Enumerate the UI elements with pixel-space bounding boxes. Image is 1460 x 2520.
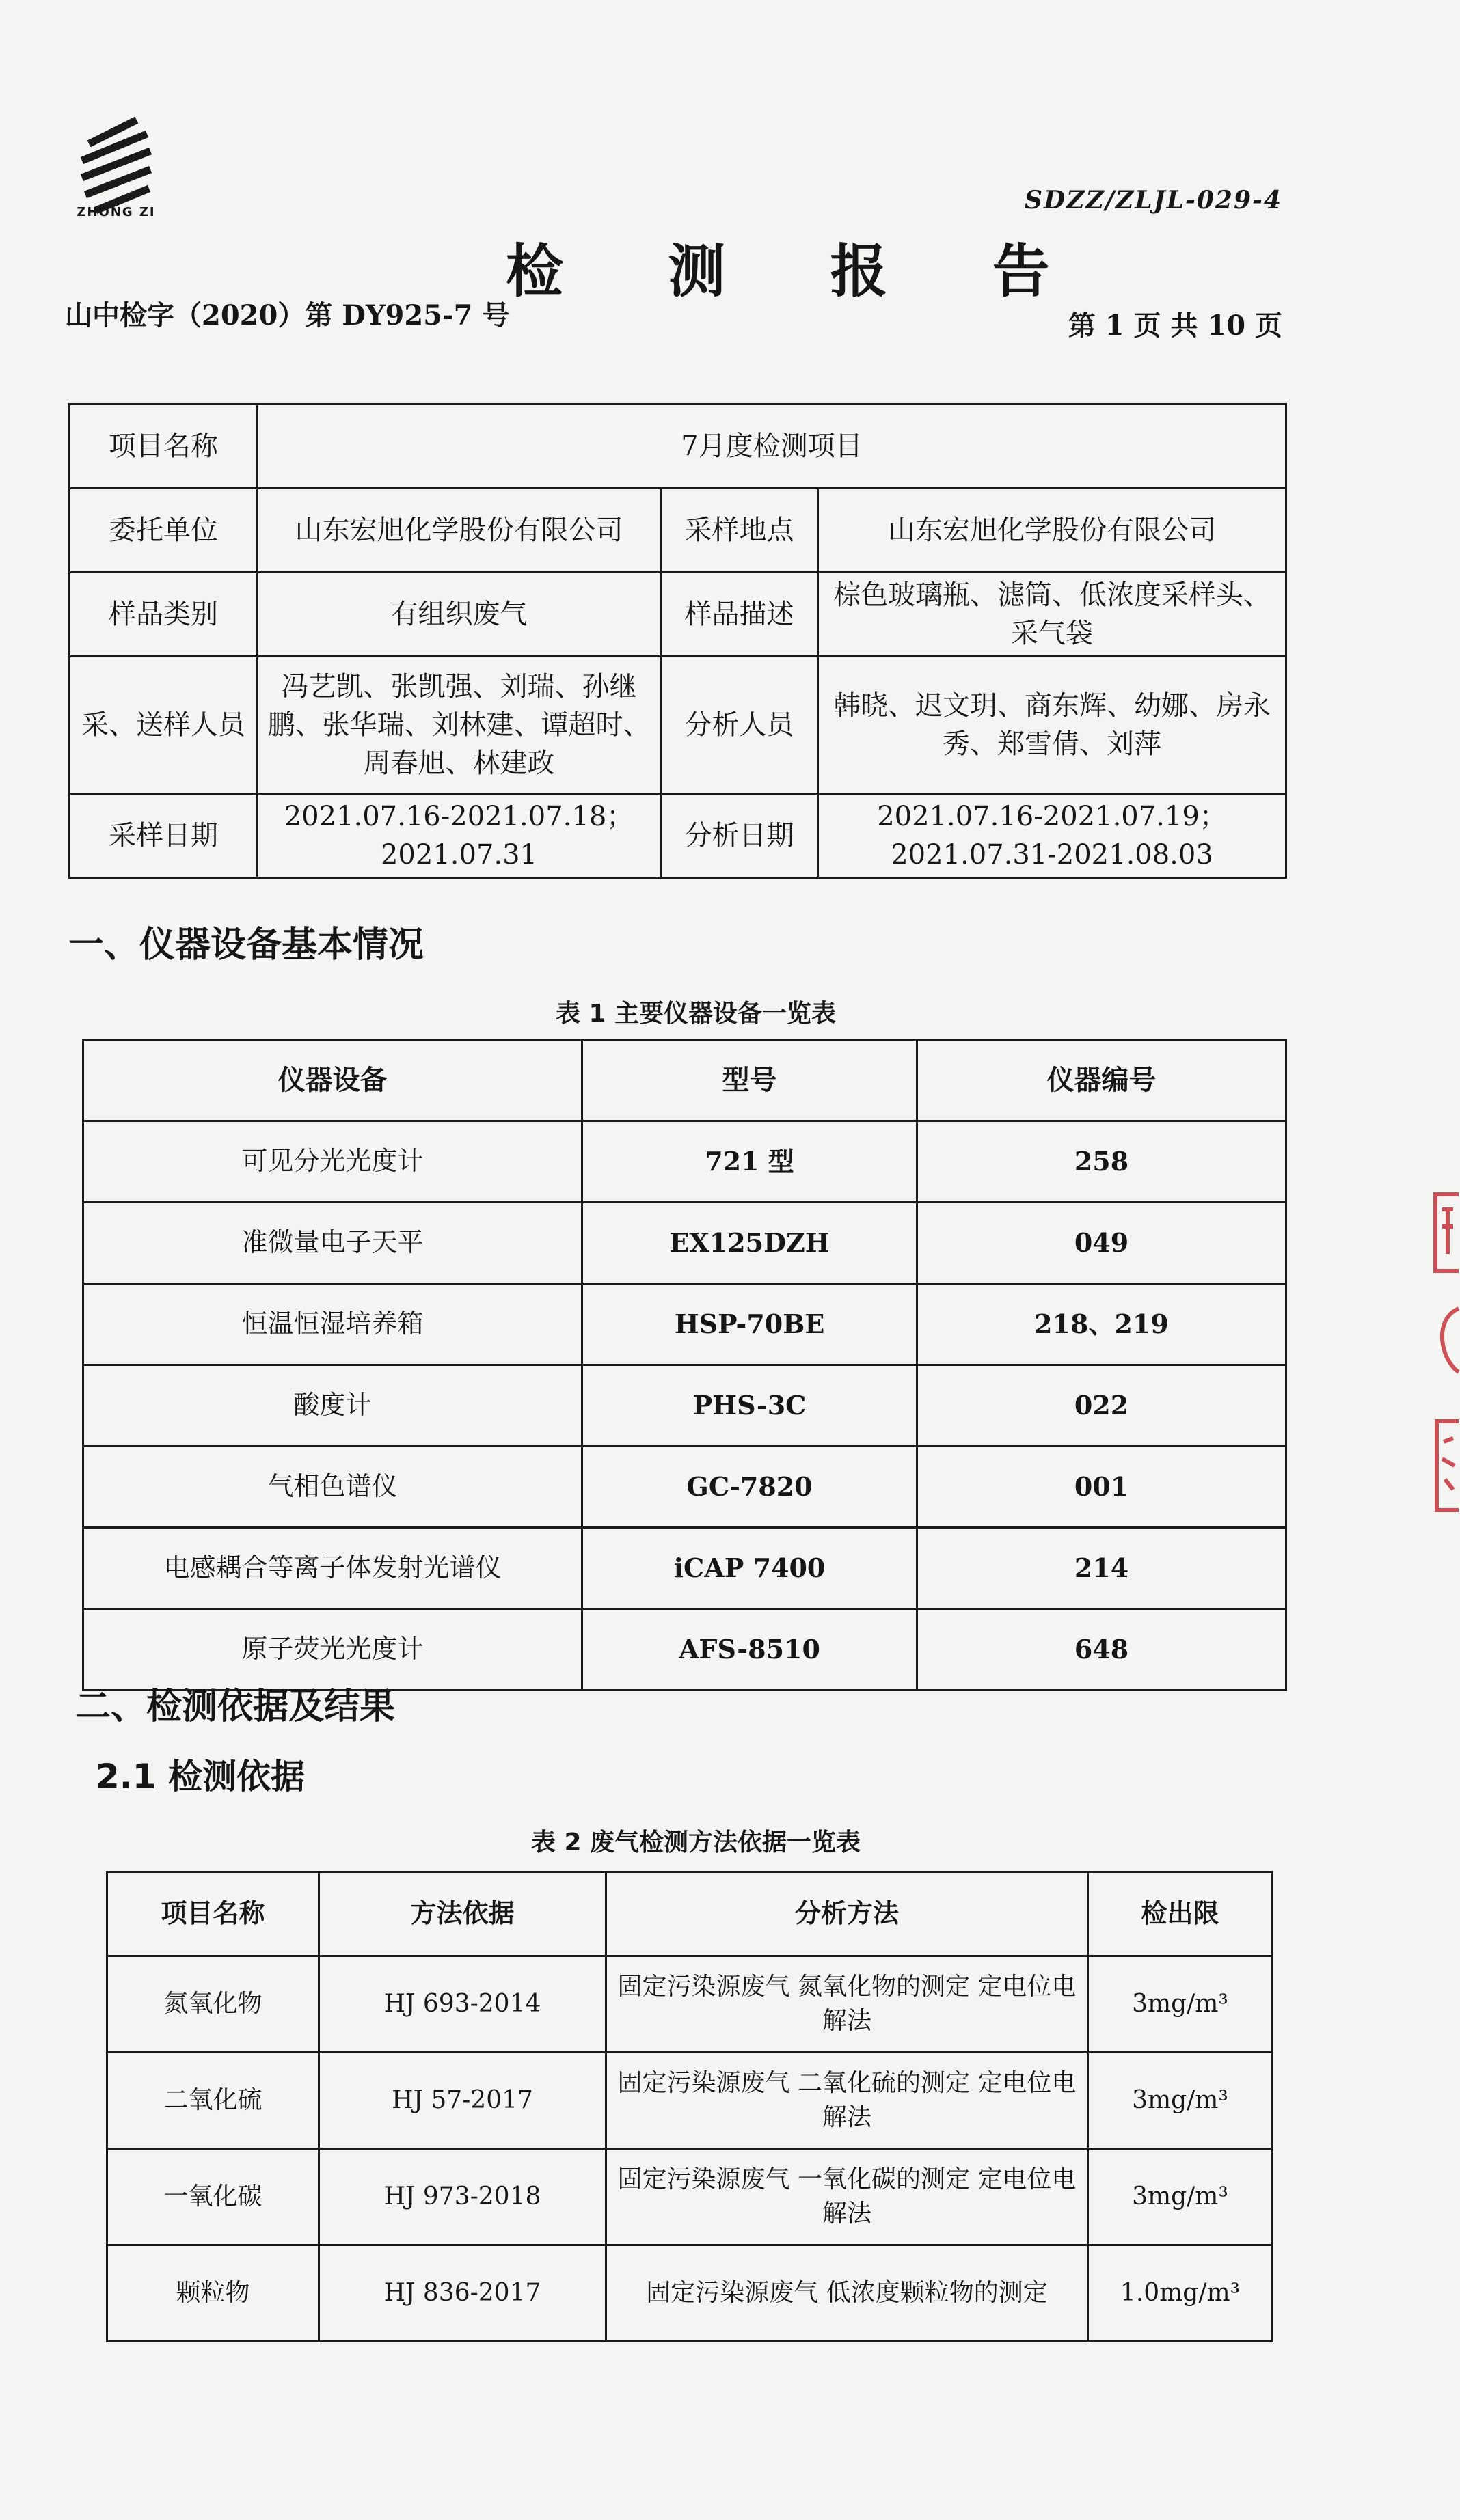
page-title: 检 测 报 告 xyxy=(506,237,1092,305)
equipment-name: 原子荧光光度计 xyxy=(83,1609,582,1690)
item-name: 一氧化碳 xyxy=(107,2149,319,2245)
table-row xyxy=(83,1528,1286,1609)
detection-limit: 3mg/m³ xyxy=(1088,1956,1273,2053)
section-2-1-heading: 2.1 检测依据 xyxy=(96,1757,305,1796)
detection-limit: 3mg/m³ xyxy=(1088,2149,1273,2245)
equipment-id: 049 xyxy=(917,1203,1286,1284)
method-basis: HJ 57-2017 xyxy=(319,2053,606,2149)
report-info-table xyxy=(68,403,1287,879)
sampling-date-label: 采样日期 xyxy=(70,794,258,878)
red-seal-stamp-icon xyxy=(1429,1189,1460,1517)
analysts-value: 韩晓、迟文玥、商东辉、幼娜、房永秀、郑雪倩、刘萍 xyxy=(818,657,1286,794)
project-name-label: 项目名称 xyxy=(70,405,258,489)
method-table xyxy=(106,1871,1273,2342)
analysis-date-value: 2021.07.16-2021.07.19；2021.07.31-2021.08.03 xyxy=(818,794,1286,878)
equipment-name: 气相色谱仪 xyxy=(83,1447,582,1528)
sample-type-label: 样品类别 xyxy=(70,573,258,657)
equipment-header-name: 仪器设备 xyxy=(83,1040,582,1121)
page-number: 第 1 页 共 10 页 xyxy=(1068,310,1282,342)
method-header-method: 分析方法 xyxy=(606,1872,1088,1956)
equipment-id: 022 xyxy=(917,1365,1286,1447)
method-basis: HJ 836-2017 xyxy=(319,2245,606,2342)
samplers-value: 冯艺凯、张凯强、刘瑞、孙继鹏、张华瑞、刘林建、谭超时、周春旭、林建政 xyxy=(258,657,661,794)
sample-desc-label: 样品描述 xyxy=(661,573,818,657)
equipment-model: HSP-70BE xyxy=(582,1284,917,1365)
table-row xyxy=(83,1284,1286,1365)
company-logo-icon xyxy=(65,115,167,217)
sampling-site-label: 采样地点 xyxy=(661,489,818,573)
sampling-site-value: 山东宏旭化学股份有限公司 xyxy=(818,489,1286,573)
table-row xyxy=(83,1203,1286,1284)
table-2-caption: 表 2 废气检测方法依据一览表 xyxy=(530,1829,861,1857)
equipment-name: 电感耦合等离子体发射光谱仪 xyxy=(83,1528,582,1609)
table-1-caption: 表 1 主要仪器设备一览表 xyxy=(555,1000,837,1028)
detection-limit: 1.0mg/m³ xyxy=(1088,2245,1273,2342)
equipment-name: 准微量电子天平 xyxy=(83,1203,582,1284)
section-2-heading: 二、检测依据及结果 xyxy=(75,1686,396,1727)
document-code: SDZZ/ZLJL-029-4 xyxy=(1025,186,1282,215)
detection-limit: 3mg/m³ xyxy=(1088,2053,1273,2149)
report-number: 山中检字（2020）第 DY925-7 号 xyxy=(65,299,510,331)
analysis-method: 固定污染源废气 二氧化硫的测定 定电位电解法 xyxy=(606,2053,1088,2149)
equipment-name: 可见分光光度计 xyxy=(83,1121,582,1203)
sampling-date-value: 2021.07.16-2021.07.18；2021.07.31 xyxy=(258,794,661,878)
section-1-heading: 一、仪器设备基本情况 xyxy=(68,925,424,965)
item-name: 氮氧化物 xyxy=(107,1956,319,2053)
client-label: 委托单位 xyxy=(70,489,258,573)
table-row xyxy=(107,2149,1273,2245)
analysis-method: 固定污染源废气 一氧化碳的测定 定电位电解法 xyxy=(606,2149,1088,2245)
equipment-id: 258 xyxy=(917,1121,1286,1203)
samplers-label: 采、送样人员 xyxy=(70,657,258,794)
equipment-model: 721 型 xyxy=(582,1121,917,1203)
logo-text: ZHONG ZI xyxy=(77,205,156,219)
sample-desc-value: 棕色玻璃瓶、滤筒、低浓度采样头、采气袋 xyxy=(818,573,1286,657)
item-name: 二氧化硫 xyxy=(107,2053,319,2149)
method-basis: HJ 693-2014 xyxy=(319,1956,606,2053)
analysis-method: 固定污染源废气 氮氧化物的测定 定电位电解法 xyxy=(606,1956,1088,2053)
equipment-model: AFS-8510 xyxy=(582,1609,917,1690)
method-header-basis: 方法依据 xyxy=(319,1872,606,1956)
table-row xyxy=(83,1121,1286,1203)
table-row xyxy=(107,2245,1273,2342)
analysis-date-label: 分析日期 xyxy=(661,794,818,878)
item-name: 颗粒物 xyxy=(107,2245,319,2342)
method-header-item: 项目名称 xyxy=(107,1872,319,1956)
equipment-id: 218、219 xyxy=(917,1284,1286,1365)
project-name-value: 7月度检测项目 xyxy=(258,405,1286,489)
equipment-model: GC-7820 xyxy=(582,1447,917,1528)
table-row xyxy=(107,1956,1273,2053)
equipment-table xyxy=(82,1039,1287,1691)
equipment-id: 214 xyxy=(917,1528,1286,1609)
method-header-limit: 检出限 xyxy=(1088,1872,1273,1956)
analysis-method: 固定污染源废气 低浓度颗粒物的测定 xyxy=(606,2245,1088,2342)
table-row xyxy=(83,1365,1286,1447)
equipment-model: PHS-3C xyxy=(582,1365,917,1447)
equipment-header-id: 仪器编号 xyxy=(917,1040,1286,1121)
equipment-model: EX125DZH xyxy=(582,1203,917,1284)
equipment-id: 648 xyxy=(917,1609,1286,1690)
equipment-name: 恒温恒湿培养箱 xyxy=(83,1284,582,1365)
table-row xyxy=(83,1447,1286,1528)
table-row xyxy=(107,2053,1273,2149)
equipment-model: iCAP 7400 xyxy=(582,1528,917,1609)
analysts-label: 分析人员 xyxy=(661,657,818,794)
client-value: 山东宏旭化学股份有限公司 xyxy=(258,489,661,573)
equipment-header-model: 型号 xyxy=(582,1040,917,1121)
sample-type-value: 有组织废气 xyxy=(258,573,661,657)
equipment-id: 001 xyxy=(917,1447,1286,1528)
method-basis: HJ 973-2018 xyxy=(319,2149,606,2245)
equipment-name: 酸度计 xyxy=(83,1365,582,1447)
